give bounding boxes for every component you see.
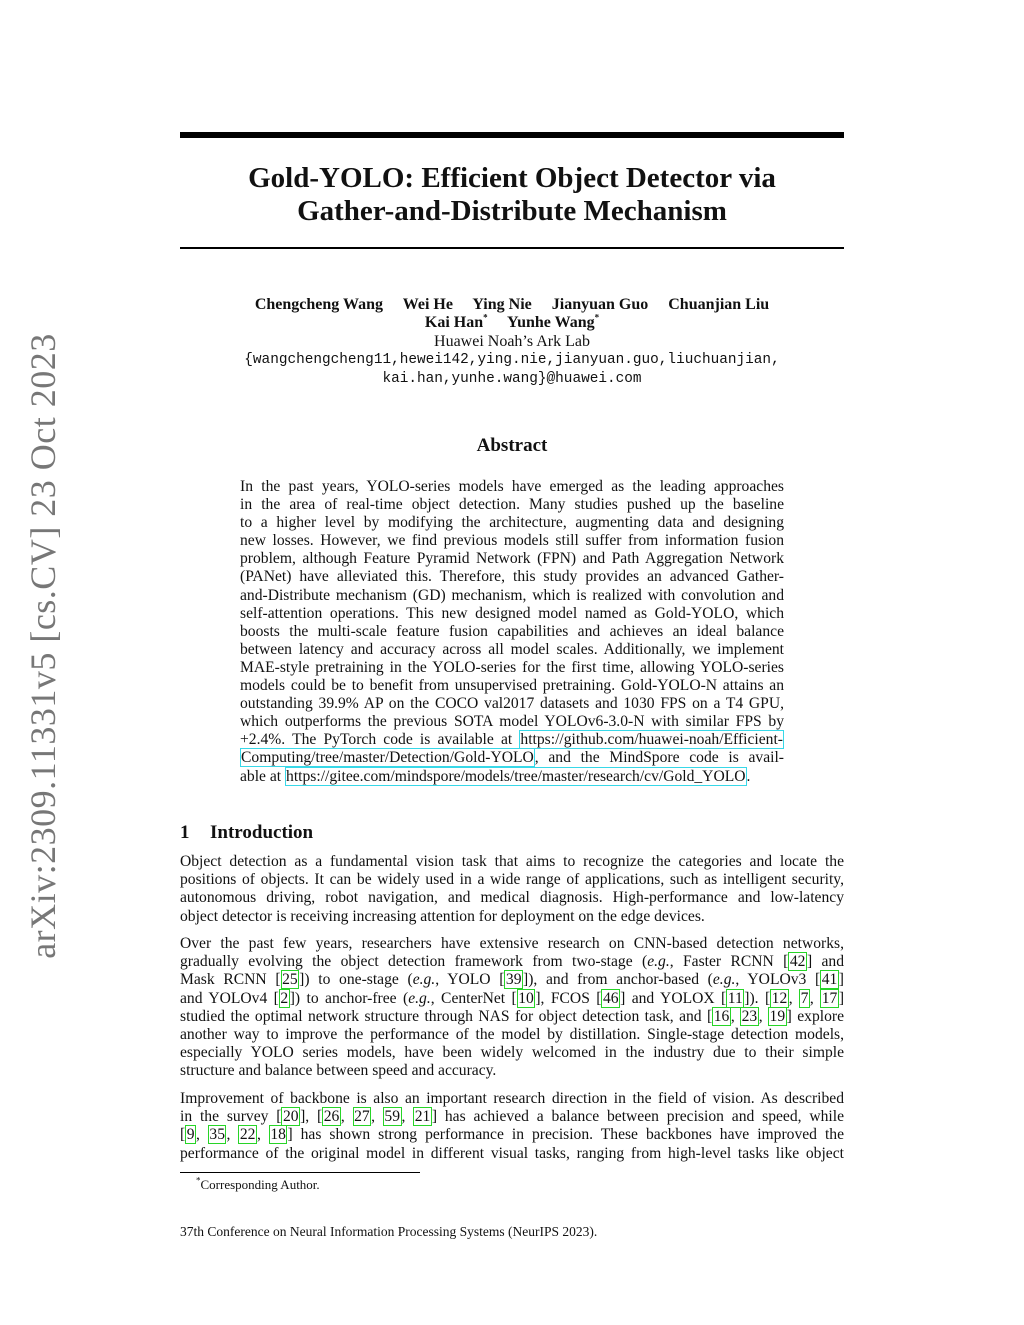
- citation-link[interactable]: 7: [800, 989, 809, 1007]
- intro-paragraph-3: [180, 1090, 844, 1163]
- authors-line-1: [180, 296, 844, 314]
- text: ,: [788, 989, 800, 1007]
- citation-link[interactable]: 27: [354, 1108, 370, 1126]
- text: ] and YOLOX [: [620, 989, 727, 1007]
- text: ,: [730, 1007, 741, 1025]
- abstract-text: +2.4%. The PyTorch code is available at: [240, 731, 520, 749]
- footnote-text: Corresponding Author.: [200, 1177, 320, 1192]
- citation-link[interactable]: 22: [239, 1126, 256, 1144]
- text: ]: [838, 971, 844, 989]
- text: , YOLO [: [435, 971, 505, 989]
- citation-link[interactable]: 2: [280, 989, 289, 1007]
- citation-link[interactable]: 46: [602, 989, 619, 1007]
- text: gradually evolving the object detection framework from two-stage (: [180, 953, 648, 971]
- section-number: 1: [180, 822, 190, 843]
- author: Ying Nie: [472, 296, 532, 313]
- paragraph-line: [180, 971, 844, 989]
- abstract-line: which outperforms the previous SOTA model YOLOv6-3.0-N with similar FPS by: [240, 713, 784, 731]
- citation-link[interactable]: 25: [282, 971, 298, 989]
- github-link[interactable]: https://github.com/huawei-noah/Efficient-: [520, 731, 783, 749]
- citation-link[interactable]: 19: [769, 1007, 786, 1025]
- text: ]) to anchor-free (: [289, 989, 409, 1007]
- paragraph-line: positions of objects. It can be widely used in a wide range of applications, such as intelligent security,: [180, 871, 844, 889]
- abstract-line: in the area of real-time object detection. Many studies pushed up the baseline: [240, 496, 784, 514]
- text: ] explore: [786, 1007, 844, 1025]
- text: ], [: [300, 1108, 323, 1126]
- intro-paragraph-1: [180, 853, 844, 926]
- citation-link[interactable]: 41: [821, 971, 838, 989]
- footnote-rule: [180, 1172, 420, 1173]
- paragraph-line: especially YOLO series models, have been widely welcomed in the industry due to their simple: [180, 1044, 844, 1062]
- footnote-mark: *: [196, 1175, 201, 1186]
- text: and YOLOv4 [: [180, 989, 279, 1007]
- affiliation: Huawei Noah’s Ark Lab: [434, 333, 590, 350]
- abstract-line: problem, although Feature Pyramid Network (FPN) and Path Aggregation Network: [240, 550, 784, 568]
- citation-link[interactable]: 42: [789, 953, 806, 971]
- citation-link[interactable]: 26: [323, 1108, 340, 1126]
- citation-link[interactable]: 11: [727, 989, 743, 1007]
- text: ,: [371, 1108, 383, 1126]
- text: ,: [401, 1108, 414, 1126]
- title-top-rule: [180, 132, 844, 138]
- abstract-heading: Abstract: [476, 435, 548, 456]
- citation-link[interactable]: 20: [282, 1108, 299, 1126]
- citation-link[interactable]: 9: [186, 1126, 195, 1144]
- email-line-1: {wangchengcheng11,hewei142,ying.nie,jianyuan.guo,liuchuanjian,: [244, 352, 780, 368]
- text: ] has shown strong performance in precision. These backbones have improved the: [287, 1126, 845, 1144]
- abstract-line: models could be to benefit from unsupervised pretraining. Gold-YOLO-N attains an: [240, 677, 784, 695]
- abstract-line: to a higher level by modifying the architecture, augmenting data and designing: [240, 514, 784, 532]
- email-line-2: kai.han,yunhe.wang}@huawei.com: [382, 371, 642, 387]
- paragraph-line: autonomous driving, robot navigation, and medical diagnosis. High-performance and low-latency: [180, 889, 844, 907]
- abstract-line: [240, 768, 784, 786]
- text: studied the optimal network structure through NAS for object detection task, and [: [180, 1007, 713, 1025]
- paper-title: [180, 162, 844, 228]
- abstract-line: (PANet) have alleviated this. Therefore, this study provides an advanced Gather-: [240, 568, 784, 586]
- abstract-line: between latency and accuracy across all model scales. Additionally, we implement: [240, 640, 784, 658]
- text: ]). [: [744, 989, 771, 1007]
- paragraph-line: Improvement of backbone is also an important research direction in the field of vision. As described: [180, 1090, 844, 1107]
- paragraph-line: [180, 1126, 844, 1144]
- paragraph-line: [180, 1108, 844, 1126]
- corresponding-mark: *: [594, 312, 600, 323]
- section-title: Introduction: [210, 822, 314, 843]
- text: ] and: [806, 953, 845, 971]
- citation-link[interactable]: 23: [741, 1007, 758, 1025]
- citation-link[interactable]: 16: [713, 1007, 730, 1025]
- paragraph-line: another way to improve the performance of the model by distillation. Single-stage detection models,: [180, 1026, 844, 1044]
- text: , YOLOv3 [: [735, 971, 821, 989]
- paragraph-line: structure and balance between speed and accuracy.: [180, 1062, 497, 1080]
- github-link-continued[interactable]: Computing/tree/master/Detection/Gold-YOLO: [241, 749, 534, 767]
- corresponding-mark: *: [483, 312, 488, 323]
- citation-link[interactable]: 35: [209, 1126, 225, 1144]
- abstract-line: [240, 731, 784, 749]
- text: ,: [256, 1126, 269, 1144]
- citation-link[interactable]: 59: [384, 1108, 400, 1126]
- author: Yunhe Wang: [507, 314, 595, 331]
- footnote: [196, 1177, 320, 1193]
- abstract-line: MAE-style pretraining in the YOLO-series for the first time, allowing YOLO-series: [240, 658, 784, 676]
- citation-link[interactable]: 17: [821, 989, 838, 1007]
- paragraph-line: [180, 953, 844, 971]
- text: ]: [838, 989, 845, 1007]
- abstract-text: , and the MindSpore code is avail-: [534, 749, 784, 767]
- arxiv-stamp-text: arXiv:2309.11331v5 [cs.CV] 23 Oct 2023: [23, 333, 63, 959]
- author: Jianyuan Guo: [551, 296, 649, 313]
- title-line-2: Gather-and-Distribute Mechanism: [297, 195, 727, 227]
- text: ,: [809, 989, 821, 1007]
- gitee-link[interactable]: https://gitee.com/mindspore/models/tree/master/research/cv/Gold_YOLO: [286, 767, 746, 785]
- text: ]), and from anchor-based (: [523, 971, 713, 989]
- text: ] has achieved a balance between precision and speed, while: [431, 1108, 845, 1126]
- text: ,: [758, 1007, 769, 1025]
- text: , CenterNet [: [430, 989, 517, 1007]
- section-heading: [180, 822, 313, 844]
- citation-link[interactable]: 39: [505, 971, 522, 989]
- abstract-line: and-Distribute mechanism (GD) mechanism, which is realized with convolution and: [240, 586, 784, 604]
- author: Kai Han: [424, 314, 484, 331]
- text: ,: [196, 1126, 208, 1144]
- intro-paragraph-2: [180, 935, 844, 1081]
- abstract-text: able at: [240, 767, 286, 785]
- citation-link[interactable]: 21: [414, 1108, 431, 1126]
- paragraph-line: [180, 990, 844, 1008]
- paragraph-line: performance of the original model in different visual tasks, ranging from high-level tasks like object: [180, 1144, 844, 1162]
- text: in the survey [: [180, 1108, 282, 1126]
- title-bottom-rule: [180, 247, 844, 249]
- abstract-line: self-attention operations. This new designed model named as Gold-YOLO, which: [240, 604, 784, 622]
- paragraph-line: object detector is receiving increasing attention for deployment on the edge devices.: [180, 907, 705, 925]
- text: e.g.: [412, 971, 436, 989]
- paragraph-line: [180, 1008, 844, 1026]
- citation-link[interactable]: 18: [270, 1126, 286, 1144]
- abstract-line: new losses. However, we find previous models still suffer from information fusion: [240, 532, 784, 550]
- venue-footer: 37th Conference on Neural Information Processing Systems (NeurIPS 2023).: [180, 1224, 598, 1239]
- abstract-line: outstanding 39.9% AP on the COCO val2017 datasets and 1030 FPS on a T4 GPU,: [240, 695, 784, 713]
- author: Chuanjian Liu: [668, 296, 770, 313]
- text: Mask RCNN [: [180, 971, 281, 989]
- author: Chengcheng Wang: [254, 296, 383, 313]
- text: , Faster RCNN [: [669, 953, 789, 971]
- text: ,: [226, 1126, 239, 1144]
- text: e.g.: [408, 989, 431, 1007]
- author: Wei He: [402, 296, 453, 313]
- abstract-line: [240, 749, 784, 767]
- citation-link[interactable]: 10: [518, 989, 534, 1007]
- text: ]) to one-stage (: [299, 971, 413, 989]
- title-line-1: Gold-YOLO: Efficient Object Detector via: [248, 162, 776, 194]
- citation-link[interactable]: 12: [771, 989, 788, 1007]
- abstract-line: boosts the multi-scale feature fusion capabilities and achieves an ideal balance: [240, 622, 784, 640]
- text: ,: [340, 1108, 353, 1126]
- text: [: [180, 1126, 186, 1144]
- abstract-text: .: [746, 767, 751, 785]
- text: e.g.: [647, 953, 670, 971]
- text: ], FCOS [: [535, 989, 602, 1007]
- abstract-body: [240, 478, 784, 786]
- paragraph-line: Object detection as a fundamental vision task that aims to recognize the categories and locate the: [180, 853, 844, 870]
- authors-line-2: [180, 314, 844, 332]
- text: e.g.: [712, 971, 736, 989]
- emails: [180, 351, 844, 389]
- paragraph-line: Over the past few years, researchers have extensive research on CNN-based detection networks,: [180, 935, 844, 952]
- author-list: [180, 296, 844, 332]
- abstract-line: In the past years, YOLO-series models have emerged as the leading approaches: [240, 478, 784, 495]
